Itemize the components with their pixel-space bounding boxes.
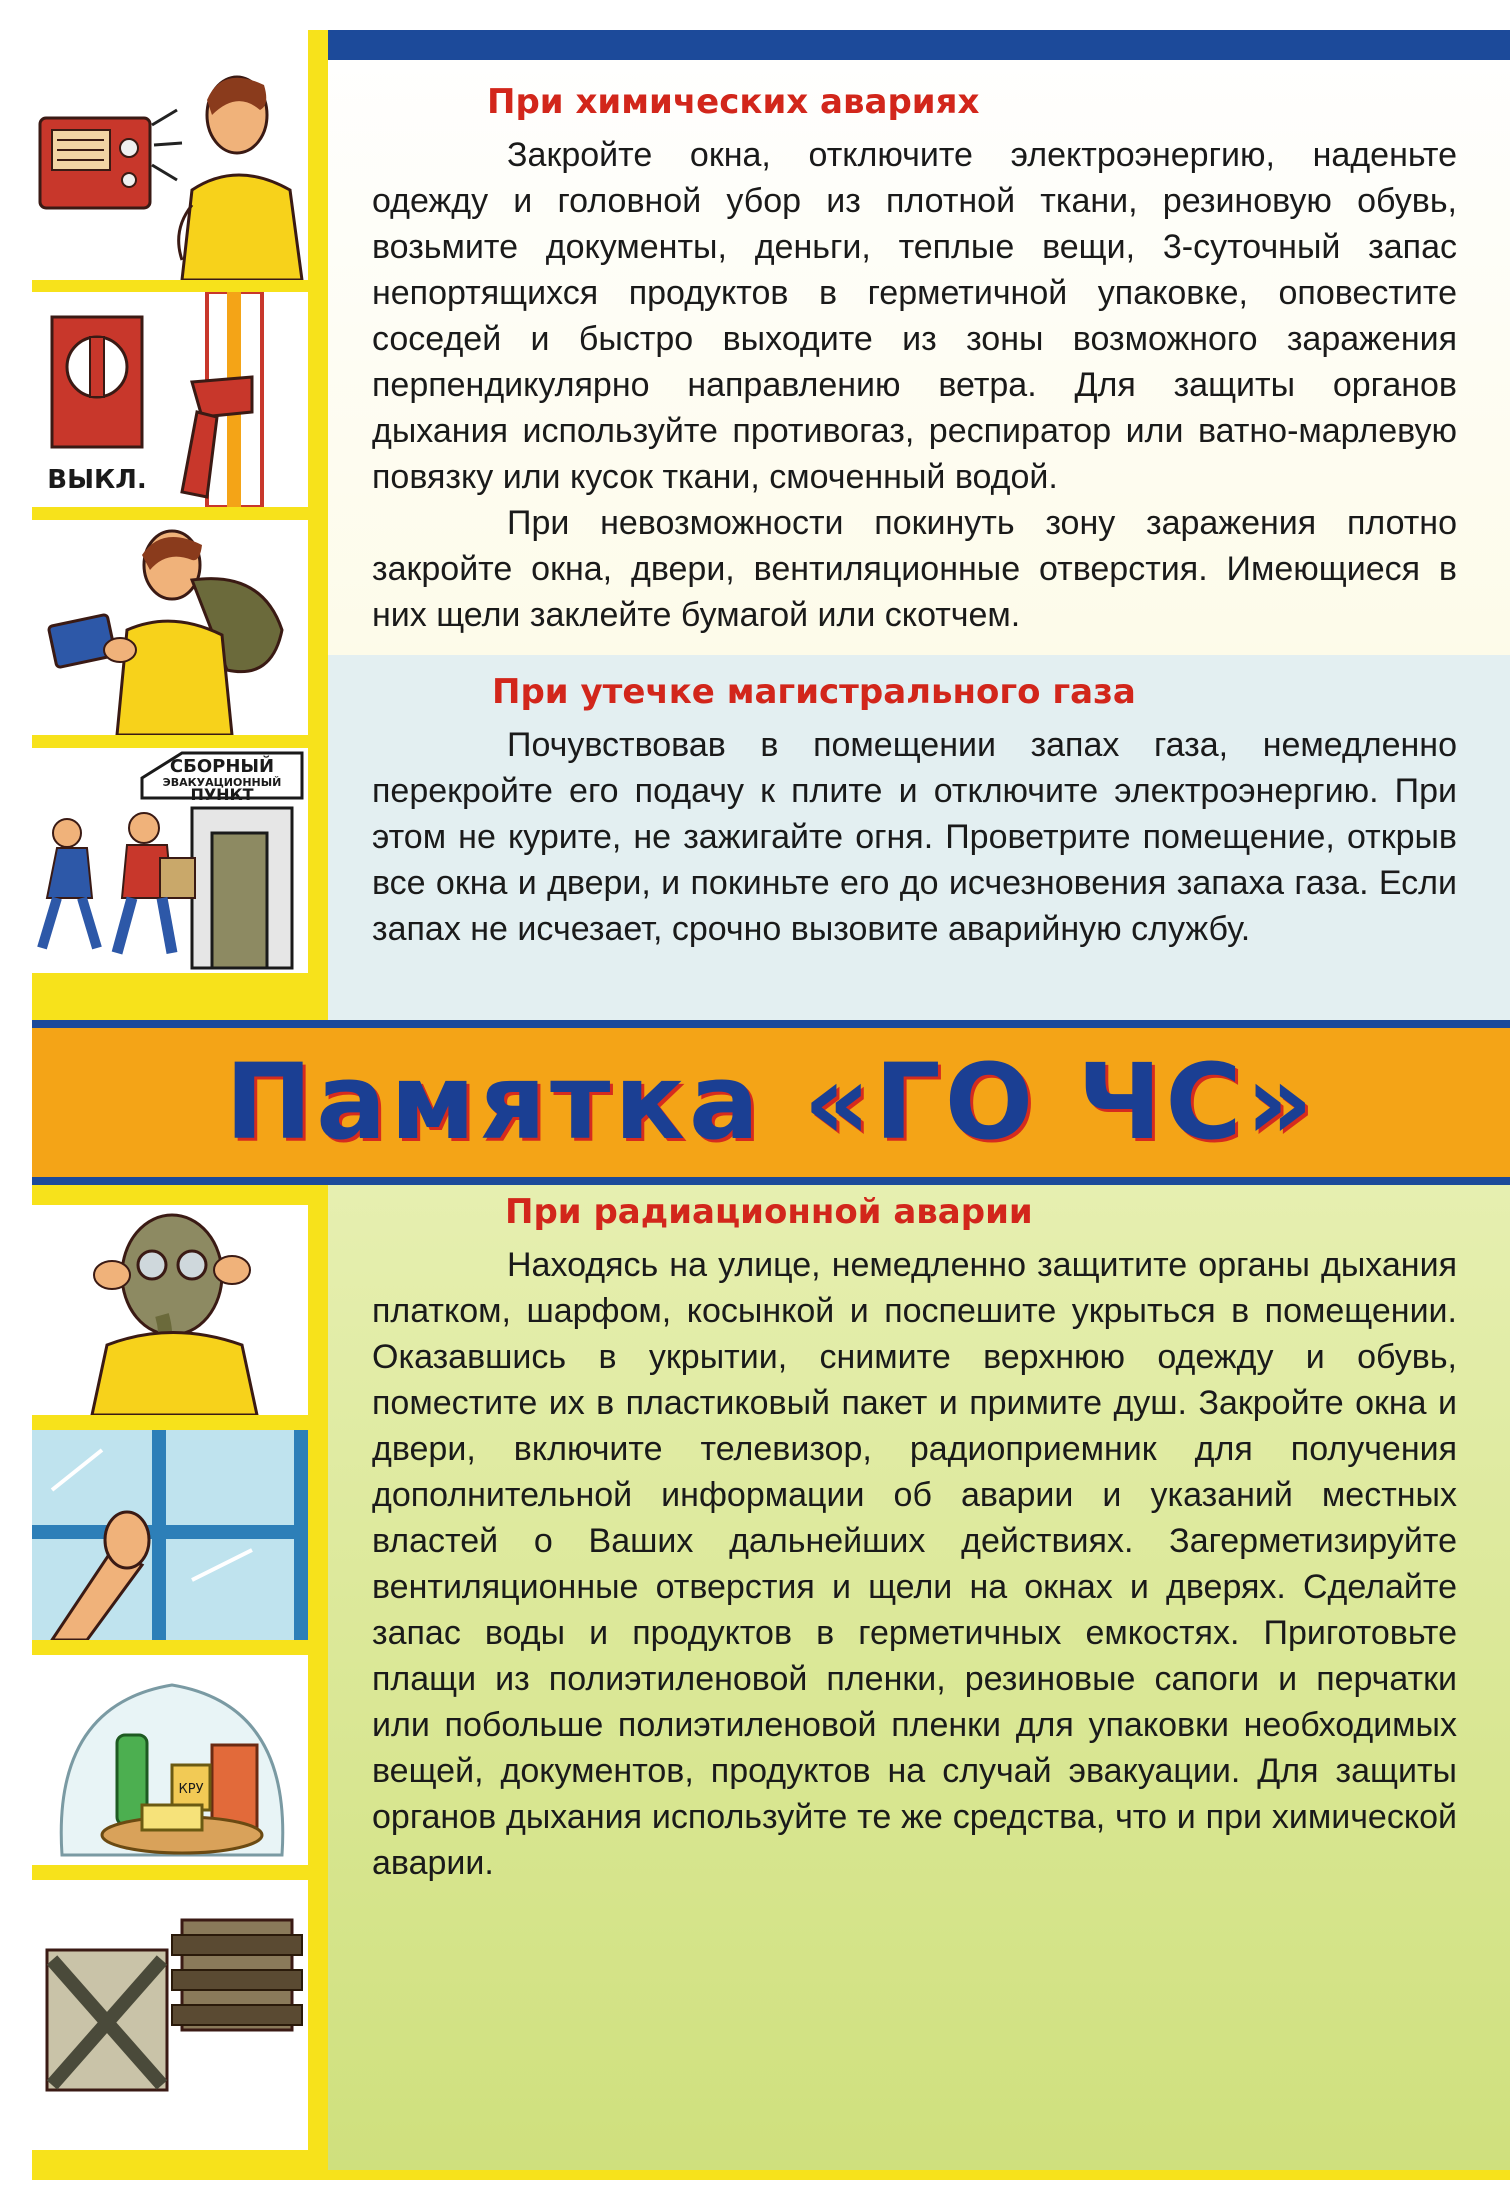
assembly-sign-line-3: ПУНКТ [190,785,254,804]
banner-title: Памятка «ГО ЧС» [225,1041,1317,1163]
chemical-body [372,132,1457,638]
illustration-strip-bottom [32,1185,328,2170]
closed-window-illustration [32,1430,308,1640]
radiation-body [372,1242,1457,1886]
gas-body [372,722,1457,952]
chemical-heading: При химических авариях [487,82,980,122]
food-supply-illustration [32,1655,308,1865]
chemical-paragraph-1: Закройте окна, отключите электроэнергию, наденьте одежду и головной убор из плотной ткани, резиновую обувь, возьмите документы, деньги, теплые вещи, 3-суточный запас непортящихся продуктов в герметичной упаковке, оповестите соседей и быстро выходите из зоны возможного заражения перпендикулярно направлению ветра. Для защиты органов дыхания используйте противогаз, респиратор или ватно-марлевую повязку или кусок ткани, смоченный водой. [372,136,1457,496]
radiation-heading: При радиационной аварии [505,1192,1033,1232]
jar-label: КРУ [178,1782,204,1797]
assembly-sign-line-1: СБОРНЫЙ [169,756,275,777]
assembly-point-illustration [32,748,308,973]
chemical-paragraph-2: При невозможности покинуть зону заражения плотно закройте окна, двери, вентиляционные отверстия. Имеющиеся в них щели заклейте бумагой или скотчем. [372,504,1457,634]
power-switch-illustration [32,292,308,507]
top-blue-rule [328,30,1510,60]
gas-heading: При утечке магистрального газа [492,672,1136,712]
gas-mask-illustration [32,1205,308,1415]
bottom-yellow-rule [32,2170,1510,2180]
switch-off-label: ВЫКЛ. [47,465,147,495]
assembly-sign-line-2: ЭВАКУАЦИОННЫЙ [162,776,282,789]
gas-paragraph-1: Почувствовав в помещении запах газа, немедленно перекройте его подачу к плите и отключите электроэнергию. При этом не курите, не зажигайте огня. Проветрите помещение, открыв все окна и двери, и покиньте его до исчезновения запаха газа. Если запах не исчезает, срочно вызовите аварийную службу. [372,726,1457,948]
evacuating-man-illustration [32,520,308,735]
radio-alert-illustration [32,30,308,280]
illustration-strip-top [32,30,328,1020]
title-banner [32,1020,1510,1185]
boarded-door-illustration [32,1880,308,2150]
radiation-paragraph-1: Находясь на улице, немедленно защитите органы дыхания платком, шарфом, косынкой и поспешите укрыться в помещении. Оказавшись в укрытии, снимите верхнюю одежду и обувь, поместите их в пластиковый пакет и примите душ. Закройте окна и двери, включите телевизор, радиоприемник для получения дополнительной информации об аварии и указаний местных властей о Ваших дальнейших действиях. Загерметизируйте вентиляционные отверстия и щели на окнах и дверях. Сделайте запас воды и продуктов в герметичных емкостях. Приготовьте плащи из полиэтиленовой пленки, резиновые сапоги и перчатки или побольше полиэтиленовой пленки для упаковки необходимых вещей, документов, продуктов на случай эвакуации. Для защиты органов дыхания используйте те же средства, что и при химической аварии. [372,1246,1457,1882]
